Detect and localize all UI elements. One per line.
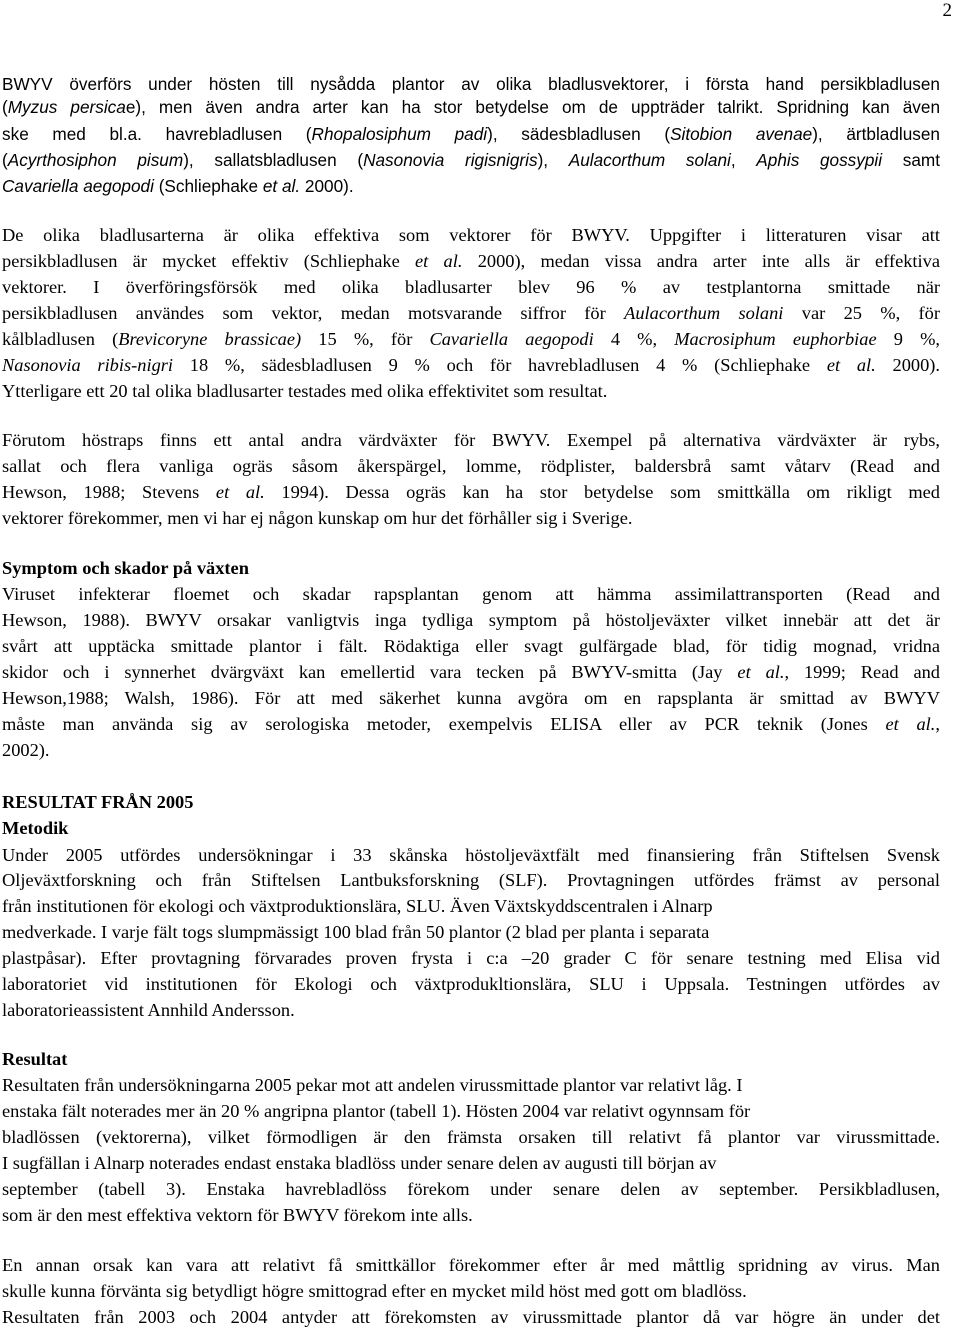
italic-term: et al. bbox=[826, 355, 876, 375]
text-line: Hewson,1988; Walsh, 1986). För att med säkerhet kunna avgöra om en rapsplanta är smittad av BWYV bbox=[2, 688, 940, 708]
text-line: bladlössen (vektorerna), vilket förmodligen är den främsta orsaken till relativt få plantor var virussmittade. bbox=[2, 1127, 940, 1147]
text-line: BWYV överförs under hösten till nysådda plantor av olika bladlusvektorer, i första hand persikbladlusen bbox=[2, 74, 940, 94]
text-line: vektorer. I överföringsförsök med olika bladlusarter blev 96 % av testplantorna smittade när bbox=[2, 277, 940, 297]
italic-term: Rhopalosiphum padi bbox=[311, 124, 488, 144]
text-line: 2002). bbox=[2, 740, 50, 760]
text-line: (Acyrthosiphon pisum), sallatsbladlusen (Nasonovia rigisnigris), Aulacorthum solani, Aphis gossypii samt bbox=[2, 150, 941, 170]
text-line: september (tabell 3). Enstaka havrebladlöss förekom under senare delen av september. Persikbladlusen, bbox=[2, 1179, 940, 1199]
italic-term: Myzus persica bbox=[7, 97, 126, 117]
italic-term: et al. bbox=[215, 482, 265, 502]
italic-term: Cavariella aegopodi bbox=[429, 329, 594, 349]
text-line: Viruset infekterar floemet och skadar rapsplantan genom att hämma assimilattransporten (Read and bbox=[2, 584, 940, 604]
section-heading-symptom: Symptom och skador på växten bbox=[2, 558, 249, 578]
italic-term: et al. bbox=[885, 714, 936, 734]
text-line: Under 2005 utfördes undersökningar i 33 skånska höstoljeväxtfält med finansiering från Stiftelsen Svensk bbox=[2, 845, 940, 865]
italic-term: Aulacorthum solani bbox=[624, 303, 784, 323]
text-line: I sugfällan i Alnarp noterades endast enstaka bladlöss under senare delen av augusti till början av bbox=[2, 1153, 717, 1173]
text-line: Oljeväxtforskning och från Stiftelsen Lantbuksforskning (SLF). Provtagningen utfördes främst av personal bbox=[2, 870, 940, 890]
text-line: måste man använda sig av serologiska metoder, exempelvis ELISA eller av PCR teknik (Jones et al., bbox=[2, 714, 940, 734]
italic-term: Macrosiphum euphorbiae bbox=[674, 329, 877, 349]
text-line: skidor och i synnerhet dvärgväxt kan emellertid vara tecken på BWYV-smitta (Jay et al., 1999; Read and bbox=[2, 662, 940, 682]
italic-term: Aulacorthum solani bbox=[568, 150, 731, 170]
text-line: sallat och flera vanliga ogräs såsom åkerspärgel, lomme, rödplister, baldersbrå samt våtarv (Read and bbox=[2, 456, 940, 476]
text-line: vektorer förekommer, men vi har ej någon kunskap om hur det förhåller sig i Sverige. bbox=[2, 508, 633, 528]
text-line: Ytterligare ett 20 tal olika bladlusarter testades med olika effektivitet som resultat. bbox=[2, 381, 608, 401]
text-line: som är den mest effektiva vektorn för BWYV förekom inte alls. bbox=[2, 1205, 473, 1225]
text-line: persikbladlusen är mycket effektiv (Schliephake et al. 2000), medan vissa andra arter inte alls är effektiva bbox=[2, 251, 941, 271]
text-line: medverkade. I varje fält togs slumpmässigt 100 blad från 50 plantor (2 blad per planta i separata bbox=[2, 922, 710, 942]
italic-term: Nasonovia ribis-nigri bbox=[2, 355, 174, 375]
italic-term: Aphis gossypii bbox=[756, 150, 883, 170]
italic-term: et al. bbox=[737, 662, 785, 682]
section-heading-method: Metodik bbox=[2, 818, 69, 838]
text-line: skulle kunna förvänta sig betydligt högre smittograd efter en mycket mild höst med gott om bladlöss. bbox=[2, 1281, 747, 1301]
text-line: De olika bladlusarterna är olika effektiva som vektorer för BWYV. Uppgifter i litteraturen visar att bbox=[2, 225, 940, 245]
italic-term: Sitobion avenae bbox=[670, 124, 813, 144]
text-line: Cavariella aegopodi (Schliephake et al. 2000). bbox=[2, 176, 354, 196]
text-line: ske med bl.a. havrebladlusen (Rhopalosiphum padi), sädesbladlusen (Sitobion avenae), ärtbladlusen bbox=[2, 124, 940, 144]
text-line: laboratorieassistent Annhild Andersson. bbox=[2, 1000, 295, 1020]
italic-term: Brevicoryne brassicae) bbox=[118, 329, 302, 349]
italic-term: Cavariella aegopodi bbox=[2, 176, 154, 196]
text-line: (Myzus persicae), men även andra arter kan ha stor betydelse om de uppträder talrikt. Spridning kan även bbox=[2, 97, 940, 117]
italic-term: Acyrthosiphon pisum bbox=[7, 150, 184, 170]
text-line: Resultaten från undersökningarna 2005 pekar mot att andelen virussmittade plantor var relativt låg. I bbox=[2, 1075, 743, 1095]
text-line: laboratoriet vid institutionen för Ekologi och växtprodukltionslära, SLU i Uppsala. Testningen utfördes av bbox=[2, 974, 940, 994]
italic-term: et al. bbox=[415, 251, 463, 271]
text-line: En annan orsak kan vara att relativt få smittkällor förekommer efter år med måttlig spridning av virus. Man bbox=[2, 1255, 940, 1275]
page-number: 2 bbox=[942, 0, 952, 21]
text-line: Nasonovia ribis-nigri 18 %, sädesbladlusen 9 % och för havrebladlusen 4 % (Schliephake et al. 2000). bbox=[2, 355, 941, 375]
section-heading-results-2005: RESULTAT FRÅN 2005 bbox=[2, 792, 194, 812]
text-line: Förutom höstraps finns ett antal andra värdväxter för BWYV. Exempel på alternativa värdväxter är rybs, bbox=[2, 430, 940, 450]
italic-term: Nasonovia rigisnigris bbox=[363, 150, 538, 170]
text-line: svårt att upptäcka smittade plantor i fält. Rödaktiga eller svagt gulfärgade blad, för tidig mognad, vridna bbox=[2, 636, 940, 656]
text-line: Hewson, 1988; Stevens et al. 1994). Dessa ogräs kan ha stor betydelse som smittkälla om rikligt med bbox=[2, 482, 941, 502]
text-line: persikbladlusen användes som vektor, medan motsvarande siffror för Aulacorthum solani var 25 %, för bbox=[2, 303, 940, 323]
text-line: plastpåsar). Efter provtagning förvarades proven frysta i c:a –20 grader C för senare testning med Elisa vid bbox=[2, 948, 940, 968]
text-line: kålbladlusen (Brevicoryne brassicae) 15 %, för Cavariella aegopodi 4 %, Macrosiphum euphorbiae 9 %, bbox=[2, 329, 941, 349]
italic-term: et al. bbox=[262, 176, 301, 196]
text-line: från institutionen för ekologi och växtproduktionslära, SLU. Även Växtskyddscentralen i Alnarp bbox=[2, 896, 713, 916]
text-line: Resultaten från 2003 och 2004 antyder att förekomsten av virussmittade plantor då var högre än under det bbox=[2, 1307, 940, 1327]
text-line: Hewson, 1988). BWYV orsakar vanligtvis inga tydliga symptom på höstoljeväxter vilket innebär att det är bbox=[2, 610, 940, 630]
section-heading-results: Resultat bbox=[2, 1049, 68, 1069]
text-line: enstaka fält noterades mer än 20 % angripna plantor (tabell 1). Hösten 2004 var relativt ogynnsam för bbox=[2, 1101, 751, 1121]
